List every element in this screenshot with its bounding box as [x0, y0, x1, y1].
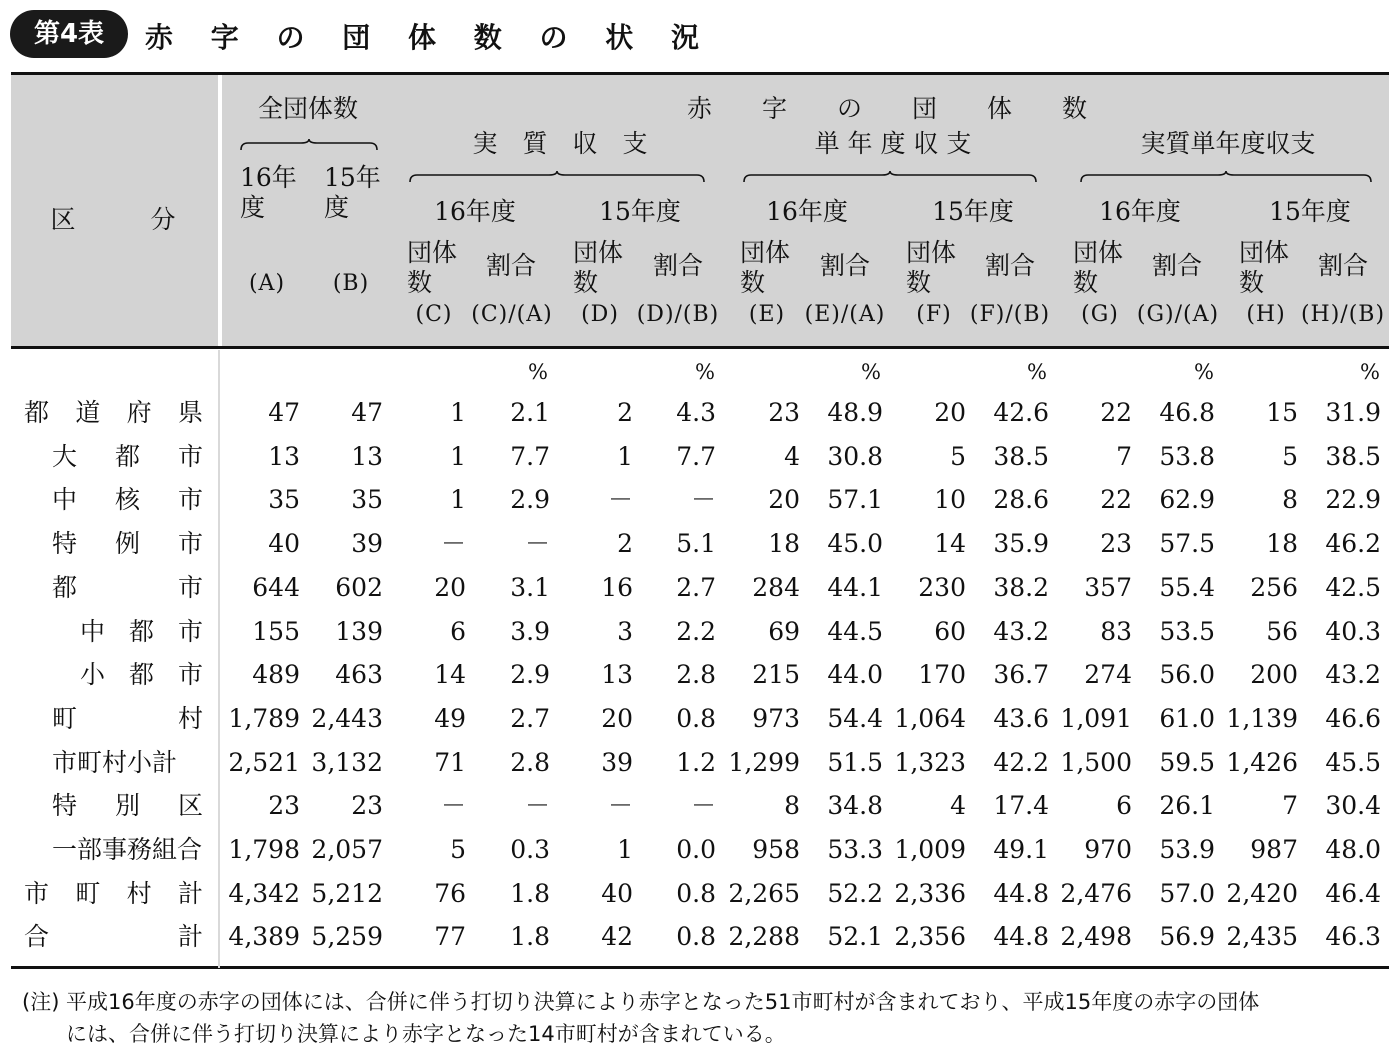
cell-r13-c6: 0.8 [676, 922, 716, 952]
cell-r5-c12: 55.4 [1159, 572, 1215, 602]
row-label-5 [52, 572, 204, 603]
cell-r12-c6: 0.8 [676, 878, 716, 908]
cell-r11-c2: 2,057 [311, 835, 383, 864]
cell-r11-c14: 48.0 [1325, 835, 1381, 864]
header-code-9: (F) [916, 302, 952, 327]
header-kubun: 区 分 [50, 205, 176, 234]
cell-r3-c2: 35 [351, 485, 383, 515]
cell-r13-c9: 2,356 [894, 922, 966, 952]
cell-r10-c1: 23 [268, 791, 300, 821]
header-zen-16-line-1: 16年 [240, 163, 297, 192]
row-label-3 [52, 487, 203, 515]
cell-r7-c14: 43.2 [1325, 660, 1381, 690]
brace-zen [240, 138, 378, 152]
cell-r2-c11: 7 [1116, 441, 1132, 471]
cell-r5-c4: 3.1 [510, 572, 550, 602]
cell-r4-c10: 35.9 [993, 529, 1049, 559]
percent-unit-5: % [1194, 360, 1214, 384]
cell-r3-c6: － [690, 485, 716, 515]
cell-r8-c13: 1,139 [1226, 703, 1298, 733]
cell-r4-c11: 23 [1100, 529, 1132, 559]
cell-r11-c3: 5 [450, 835, 466, 864]
cell-r1-c6: 4.3 [676, 398, 716, 427]
cell-r3-c8: 57.1 [827, 485, 883, 515]
cell-r8-c5: 20 [601, 703, 633, 733]
header-code-3: (C) [415, 302, 453, 327]
cell-r5-c13: 256 [1250, 572, 1298, 602]
row-label-char: 県 [178, 398, 204, 427]
cell-r6-c2: 139 [335, 616, 383, 646]
cell-r11-c7: 958 [752, 835, 800, 864]
brace-tannendo [743, 170, 1037, 184]
cell-r9-c7: 1,299 [728, 747, 800, 777]
row-label-char: 大 [52, 441, 78, 471]
brace-jisshitsu [409, 170, 705, 184]
cell-r10-c7: 8 [784, 791, 800, 821]
cell-r1-c3: 1 [450, 398, 466, 427]
cell-r9-c10: 42.2 [993, 747, 1049, 777]
header-wariai-2: 割合 [652, 251, 704, 280]
cell-r8-c8: 54.4 [827, 703, 883, 733]
header-dantaisu-6-line-2: 数 [1239, 268, 1265, 297]
cell-r11-c11: 970 [1084, 835, 1132, 864]
row-label-char: 核 [115, 485, 141, 515]
cell-r9-c5: 39 [601, 747, 633, 777]
cell-r11-c8: 53.3 [827, 835, 883, 864]
cell-r8-c6: 0.8 [676, 703, 716, 733]
cell-r3-c10: 28.6 [993, 485, 1049, 515]
row-label-8 [52, 703, 204, 734]
cell-r2-c3: 1 [450, 441, 466, 471]
cell-r7-c4: 2.9 [510, 660, 550, 690]
cell-r10-c5: － [607, 791, 633, 821]
header-code-2: (B) [332, 271, 370, 296]
header-code-13: (H) [1246, 302, 1286, 327]
cell-r9-c8: 51.5 [827, 747, 883, 777]
cell-r6-c6: 2.2 [676, 616, 716, 646]
row-label-char: 都 [52, 572, 78, 602]
cell-r1-c7: 23 [768, 398, 800, 427]
cell-r10-c3: － [440, 791, 466, 821]
cell-r10-c12: 26.1 [1159, 791, 1215, 821]
cell-r12-c11: 2,476 [1060, 878, 1132, 908]
row-label-13 [24, 924, 203, 952]
cell-r7-c3: 14 [434, 660, 466, 690]
cell-r2-c2: 13 [351, 441, 383, 471]
cell-r7-c7: 215 [752, 660, 800, 690]
cell-r11-c6: 0.0 [676, 835, 716, 864]
cell-r7-c1: 489 [252, 660, 300, 690]
row-label-text: 市町村小計 [52, 747, 178, 777]
cell-r8-c3: 49 [434, 703, 466, 733]
cell-r5-c9: 230 [918, 572, 966, 602]
header-wariai-1: 割合 [485, 251, 537, 280]
cell-r6-c1: 155 [252, 616, 300, 646]
header-code-7: (E) [748, 302, 786, 327]
header-zen-dantaisu: 全団体数 [257, 94, 359, 123]
row-label-11 [52, 837, 203, 865]
cell-r5-c8: 44.1 [827, 572, 883, 602]
cell-r1-c2: 47 [351, 398, 383, 427]
cell-r9-c3: 71 [434, 747, 466, 777]
cell-r4-c7: 18 [768, 529, 800, 559]
cell-r13-c11: 2,498 [1060, 922, 1132, 952]
cell-r1-c13: 15 [1266, 398, 1298, 427]
cell-r2-c6: 7.7 [676, 441, 716, 471]
cell-r7-c11: 274 [1084, 660, 1132, 690]
cell-r6-c12: 53.5 [1159, 616, 1215, 646]
percent-unit-2: % [695, 360, 715, 384]
cell-r3-c13: 8 [1282, 485, 1298, 515]
cell-r11-c13: 987 [1250, 835, 1298, 864]
cell-r2-c14: 38.5 [1325, 441, 1381, 471]
cell-r1-c8: 48.9 [827, 398, 883, 427]
cell-r5-c11: 357 [1084, 572, 1132, 602]
header-wariai-6: 割合 [1317, 251, 1369, 280]
header-akaji-dantaisu: 赤 字 の 団 体 数 [686, 94, 1088, 123]
cell-r3-c11: 22 [1100, 485, 1132, 515]
row-label-char: 村 [126, 878, 152, 908]
cell-r2-c10: 38.5 [993, 441, 1049, 471]
cell-r13-c7: 2,288 [728, 922, 800, 952]
cell-r7-c9: 170 [918, 660, 966, 690]
header-dantaisu-2-line-2: 数 [573, 268, 599, 297]
header-code-4: (C)/(A) [471, 302, 553, 327]
cell-r1-c14: 31.9 [1325, 398, 1381, 427]
cell-r10-c8: 34.8 [827, 791, 883, 821]
header-tannendo-shushi: 単 年 度 収 支 [814, 129, 972, 158]
cell-r5-c3: 20 [434, 572, 466, 602]
row-label-char: 町 [75, 878, 101, 908]
header-code-8: (E)/(A) [804, 302, 886, 327]
cell-r1-c10: 42.6 [993, 398, 1049, 427]
row-label-char: 特 [52, 791, 78, 821]
cell-r4-c2: 39 [351, 529, 383, 559]
cell-r11-c10: 49.1 [993, 835, 1049, 864]
cell-r6-c4: 3.9 [510, 616, 550, 646]
cell-r6-c11: 83 [1100, 616, 1132, 646]
cell-r6-c9: 60 [934, 616, 966, 646]
cell-r3-c1: 35 [268, 485, 300, 515]
cell-r11-c5: 1 [617, 835, 633, 864]
cell-r9-c1: 2,521 [228, 747, 300, 777]
cell-r5-c5: 16 [601, 572, 633, 602]
cell-r13-c14: 46.3 [1325, 922, 1381, 952]
cell-r6-c7: 69 [768, 616, 800, 646]
footnote-line-2: には、合併に伴う打切り決算により赤字となった14市町村が含まれている。 [66, 1022, 786, 1046]
percent-unit-1: % [528, 360, 548, 384]
row-label-1 [24, 400, 203, 428]
row-label-char: 市 [178, 572, 204, 602]
percent-unit-6: % [1360, 360, 1380, 384]
cell-r3-c5: － [607, 485, 633, 515]
cell-r6-c10: 43.2 [993, 616, 1049, 646]
cell-r1-c1: 47 [268, 398, 300, 427]
cell-r2-c12: 53.8 [1159, 441, 1215, 471]
cell-r6-c13: 56 [1266, 616, 1298, 646]
cell-r9-c6: 1.2 [676, 747, 716, 777]
header-year-6: 15年度 [1269, 197, 1351, 226]
cell-r7-c12: 56.0 [1159, 660, 1215, 690]
row-label-char: 都 [115, 441, 141, 471]
cell-r12-c12: 57.0 [1159, 878, 1215, 908]
cell-r1-c4: 2.1 [510, 398, 550, 427]
cell-r9-c12: 59.5 [1159, 747, 1215, 777]
cell-r5-c1: 644 [252, 572, 300, 602]
cell-r7-c5: 13 [601, 660, 633, 690]
row-label-char: 小 [80, 660, 106, 690]
brace-jisshitsu-tannendo [1080, 170, 1372, 184]
row-label-char: 府 [126, 398, 152, 427]
header-dantaisu-4-line-1: 団体 [906, 238, 957, 267]
table-title: 赤 字 の 団 体 数 の 状 況 [145, 21, 713, 54]
cell-r4-c8: 45.0 [827, 529, 883, 559]
header-code-1: (A) [248, 271, 286, 296]
cell-r8-c1: 1,789 [228, 703, 300, 733]
cell-r7-c10: 36.7 [993, 660, 1049, 690]
header-dantaisu-6-line-1: 団体 [1239, 238, 1290, 267]
header-jisshitsu-tannendo-shushi: 実質単年度収支 [1140, 129, 1316, 158]
row-label-char: 町 [52, 703, 78, 733]
cell-r6-c3: 6 [450, 616, 466, 646]
header-divider [218, 73, 222, 348]
cell-r13-c2: 5,259 [311, 922, 383, 952]
header-year-2: 15年度 [599, 197, 681, 226]
cell-r12-c14: 46.4 [1325, 878, 1381, 908]
cell-r10-c14: 30.4 [1325, 791, 1381, 821]
row-label-char: 市 [178, 529, 204, 559]
cell-r9-c14: 45.5 [1325, 747, 1381, 777]
cell-r12-c1: 4,342 [228, 878, 300, 908]
cell-r3-c7: 20 [768, 485, 800, 515]
cell-r1-c5: 2 [617, 398, 633, 427]
header-wariai-4: 割合 [984, 251, 1036, 280]
row-label-char: 市 [178, 616, 204, 646]
cell-r13-c1: 4,389 [228, 922, 300, 952]
cell-r7-c8: 44.0 [827, 660, 883, 690]
row-label-char: 合 [24, 922, 50, 952]
header-zen-15-line-1: 15年 [324, 163, 381, 192]
cell-r7-c6: 2.8 [676, 660, 716, 690]
cell-r4-c13: 18 [1266, 529, 1298, 559]
cell-r9-c9: 1,323 [894, 747, 966, 777]
top-rule [11, 72, 1389, 75]
header-year-3: 16年度 [766, 197, 848, 226]
header-dantaisu-3-line-2: 数 [740, 268, 766, 297]
cell-r3-c3: 1 [450, 485, 466, 515]
cell-r11-c12: 53.9 [1159, 835, 1215, 864]
cell-r12-c5: 40 [601, 878, 633, 908]
cell-r10-c9: 4 [950, 791, 966, 821]
row-label-12 [24, 878, 204, 909]
cell-r13-c5: 42 [601, 922, 633, 952]
percent-unit-4: % [1027, 360, 1047, 384]
cell-r10-c11: 6 [1116, 791, 1132, 821]
cell-r1-c12: 46.8 [1159, 398, 1215, 427]
footnote-line-1: (注) 平成16年度の赤字の団体には、合併に伴う打切り決算により赤字となった51市町村が含まれており、平成15年度の赤字の団体 [22, 990, 1260, 1014]
row-label-char: 都 [24, 398, 50, 427]
cell-r2-c4: 7.7 [510, 441, 550, 471]
row-label-6 [80, 616, 204, 647]
cell-r2-c8: 30.8 [827, 441, 883, 471]
row-label-char: 市 [178, 485, 204, 515]
cell-r5-c2: 602 [335, 572, 383, 602]
header-wariai-3: 割合 [819, 251, 871, 280]
row-label-9 [52, 747, 203, 778]
table-number-badge: 第4表 [10, 10, 128, 58]
cell-r3-c9: 10 [934, 485, 966, 515]
cell-r10-c2: 23 [351, 791, 383, 821]
cell-r9-c13: 1,426 [1226, 747, 1298, 777]
header-year-1: 16年度 [434, 197, 516, 226]
cell-r7-c2: 463 [335, 660, 383, 690]
row-label-10 [52, 793, 203, 821]
cell-r6-c14: 40.3 [1325, 616, 1381, 646]
header-dantaisu-5-line-2: 数 [1073, 268, 1099, 297]
cell-r4-c14: 46.2 [1325, 529, 1381, 559]
header-bottom-rule [11, 346, 1389, 349]
cell-r3-c12: 62.9 [1159, 485, 1215, 515]
cell-r12-c4: 1.8 [510, 878, 550, 908]
cell-r4-c12: 57.5 [1159, 529, 1215, 559]
row-label-text: 一部事務組合 [52, 835, 203, 864]
cell-r12-c7: 2,265 [728, 878, 800, 908]
cell-r5-c14: 42.5 [1325, 572, 1381, 602]
cell-r10-c6: － [690, 791, 716, 821]
cell-r10-c13: 7 [1282, 791, 1298, 821]
row-label-4 [52, 531, 203, 559]
cell-r4-c6: 5.1 [676, 529, 716, 559]
row-label-char: 計 [178, 922, 204, 952]
row-label-char: 市 [178, 441, 204, 471]
row-label-char: 例 [115, 529, 141, 559]
header-year-4: 15年度 [932, 197, 1014, 226]
cell-r5-c10: 38.2 [993, 572, 1049, 602]
cell-r7-c13: 200 [1250, 660, 1298, 690]
header-dantaisu-5-line-1: 団体 [1073, 238, 1124, 267]
cell-r2-c7: 4 [784, 441, 800, 471]
cell-r8-c11: 1,091 [1060, 703, 1132, 733]
column-separator [218, 350, 220, 968]
cell-r3-c4: 2.9 [510, 485, 550, 515]
cell-r1-c9: 20 [934, 398, 966, 427]
cell-r8-c14: 46.6 [1325, 703, 1381, 733]
row-label-char: 別 [115, 791, 141, 821]
header-code-6: (D)/(B) [636, 302, 720, 327]
row-label-7 [80, 662, 203, 690]
header-dantaisu-1-line-2: 数 [407, 268, 433, 297]
row-label-char: 都 [129, 660, 155, 690]
row-label-char: 特 [52, 529, 78, 559]
header-code-12: (G)/(A) [1136, 302, 1220, 327]
cell-r4-c9: 14 [934, 529, 966, 559]
cell-r3-c14: 22.9 [1325, 485, 1381, 515]
header-dantaisu-3-line-1: 団体 [740, 238, 791, 267]
cell-r12-c2: 5,212 [311, 878, 383, 908]
cell-r9-c2: 3,132 [311, 747, 383, 777]
cell-r10-c4: － [524, 791, 550, 821]
header-code-10: (F)/(B) [969, 302, 1051, 327]
row-label-char: 中 [52, 485, 78, 515]
cell-r4-c3: － [440, 529, 466, 559]
row-label-char: 市 [24, 878, 50, 908]
cell-r4-c4: － [524, 529, 550, 559]
cell-r12-c13: 2,420 [1226, 878, 1298, 908]
cell-r8-c7: 973 [752, 703, 800, 733]
cell-r10-c10: 17.4 [993, 791, 1049, 821]
cell-r6-c8: 44.5 [827, 616, 883, 646]
cell-r13-c10: 44.8 [993, 922, 1049, 952]
cell-r2-c13: 5 [1282, 441, 1298, 471]
cell-r12-c9: 2,336 [894, 878, 966, 908]
cell-r12-c3: 76 [434, 878, 466, 908]
cell-r8-c10: 43.6 [993, 703, 1049, 733]
percent-unit-3: % [861, 360, 881, 384]
header-dantaisu-4-line-2: 数 [906, 268, 932, 297]
row-label-char: 市 [178, 660, 204, 690]
row-label-char: 中 [80, 616, 106, 646]
header-code-11: (G) [1081, 302, 1119, 327]
cell-r12-c8: 52.2 [827, 878, 883, 908]
header-year-5: 16年度 [1099, 197, 1181, 226]
row-label-char: 計 [178, 878, 204, 908]
header-dantaisu-1-line-1: 団体 [407, 238, 458, 267]
cell-r8-c9: 1,064 [894, 703, 966, 733]
header-wariai-5: 割合 [1151, 251, 1203, 280]
cell-r8-c2: 2,443 [311, 703, 383, 733]
header-jisshitsu-shushi: 実 質 収 支 [472, 129, 648, 158]
cell-r13-c8: 52.1 [827, 922, 883, 952]
header-zen-15-line-2: 度 [324, 193, 350, 222]
cell-r5-c6: 2.7 [676, 572, 716, 602]
cell-r12-c10: 44.8 [993, 878, 1049, 908]
cell-r8-c12: 61.0 [1159, 703, 1215, 733]
row-label-char: 区 [178, 791, 204, 821]
cell-r9-c4: 2.8 [510, 747, 550, 777]
cell-r5-c7: 284 [752, 572, 800, 602]
cell-r4-c1: 40 [268, 529, 300, 559]
cell-r13-c3: 77 [434, 922, 466, 952]
cell-r2-c5: 1 [617, 441, 633, 471]
cell-r8-c4: 2.7 [510, 703, 550, 733]
cell-r6-c5: 3 [617, 616, 633, 646]
cell-r2-c1: 13 [268, 441, 300, 471]
cell-r13-c12: 56.9 [1159, 922, 1215, 952]
row-label-char: 都 [129, 616, 155, 646]
row-label-2 [52, 441, 204, 472]
cell-r11-c1: 1,798 [228, 835, 300, 864]
row-label-char: 道 [75, 398, 101, 427]
header-zen-16-line-2: 度 [240, 193, 266, 222]
cell-r13-c13: 2,435 [1226, 922, 1298, 952]
cell-r9-c11: 1,500 [1060, 747, 1132, 777]
cell-r13-c4: 1.8 [510, 922, 550, 952]
header-code-14: (H)/(B) [1300, 302, 1386, 327]
header-code-5: (D) [581, 302, 619, 327]
cell-r11-c9: 1,009 [894, 835, 966, 864]
cell-r4-c5: 2 [617, 529, 633, 559]
cell-r1-c11: 22 [1100, 398, 1132, 427]
cell-r2-c9: 5 [950, 441, 966, 471]
cell-r11-c4: 0.3 [510, 835, 550, 864]
header-dantaisu-2-line-1: 団体 [573, 238, 624, 267]
row-label-char: 村 [178, 703, 204, 733]
